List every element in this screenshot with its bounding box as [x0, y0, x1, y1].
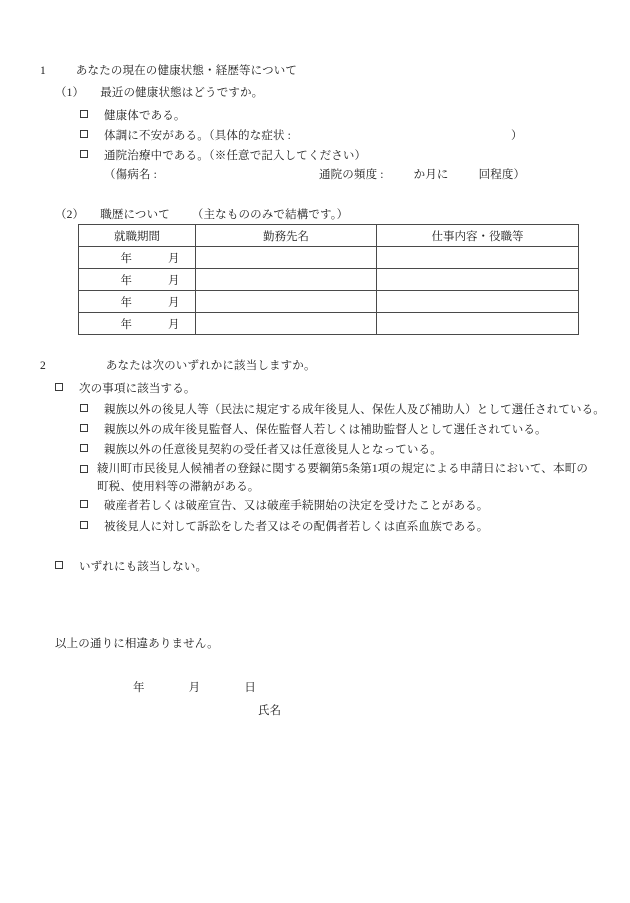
condition-checkbox-5-label: 破産者若しくは破産宣告、又は破産手続開始の決定を受けたことがある。	[104, 500, 489, 512]
employment-history-table	[78, 224, 579, 335]
condition-checkbox-4[interactable]	[80, 461, 588, 497]
health-checkbox-2[interactable]	[80, 130, 523, 143]
section-1-number: 1	[40, 65, 46, 77]
table-row	[79, 291, 579, 313]
month-label: 月	[168, 252, 180, 265]
cell-period[interactable]	[79, 269, 196, 291]
year-label: 年	[120, 318, 132, 331]
health-checkbox-3[interactable]	[80, 150, 366, 163]
cell-workplace[interactable]	[196, 291, 377, 313]
sub-1-title: 最近の健康状態はどうですか。	[100, 87, 264, 99]
condition-checkbox-6[interactable]	[80, 521, 488, 534]
health-checkbox-2-close-paren: ）	[511, 130, 523, 142]
checkbox-icon[interactable]	[80, 110, 88, 118]
health-checkbox-2-label: 体調に不安がある。（具体的な症状 :	[104, 130, 292, 142]
year-label: 年	[120, 296, 132, 309]
checkbox-icon[interactable]	[80, 424, 88, 432]
year-label: 年	[120, 252, 132, 265]
per-month-label: か月に	[413, 169, 449, 181]
signature-year-label: 年	[133, 682, 145, 694]
none-applicable-label: いずれにも該当しない。	[79, 561, 208, 573]
month-label: 月	[168, 318, 180, 331]
table-row	[79, 269, 579, 291]
declaration-text: 以上の通りに相違ありません。	[55, 638, 219, 650]
condition-checkbox-2[interactable]	[80, 424, 547, 437]
cell-workplace[interactable]	[196, 313, 377, 335]
signature-month-label: 月	[188, 682, 201, 694]
health-checkbox-1-label: 健康体である。	[104, 110, 186, 122]
header-workplace: 勤務先名	[196, 225, 377, 247]
condition-checkbox-3-label: 親族以外の任意後見契約の受任者又は任意後見人となっている。	[104, 444, 442, 456]
checkbox-icon[interactable]	[80, 500, 88, 508]
cell-period[interactable]	[79, 291, 196, 313]
section-2-heading	[40, 361, 316, 373]
sub-2-title: 職歴について	[100, 209, 170, 221]
month-label: 月	[168, 296, 180, 309]
health-checkbox-1[interactable]	[80, 110, 186, 123]
section-2-title: あなたは次のいずれかに該当しますか。	[105, 360, 316, 372]
section-2-main-checkbox[interactable]	[55, 383, 196, 396]
treatment-detail-line	[104, 170, 525, 182]
injury-name-label: （傷病名 :	[104, 169, 157, 181]
checkbox-icon[interactable]	[55, 561, 63, 569]
year-label: 年	[120, 274, 132, 287]
cell-workplace[interactable]	[196, 247, 377, 269]
condition-checkbox-6-label: 被後見人に対して訴訟をした者又はその配偶者若しくは直系血族である。	[104, 521, 489, 533]
visit-frequency-label: 通院の頻度 :	[318, 169, 384, 181]
none-applicable-checkbox[interactable]	[55, 561, 207, 574]
condition-checkbox-3[interactable]	[80, 444, 442, 457]
checkbox-icon[interactable]	[80, 404, 88, 412]
signature-date-line	[133, 683, 256, 695]
cell-workplace[interactable]	[196, 269, 377, 291]
table-row	[79, 313, 579, 335]
condition-checkbox-4-label: 綾川町市民後見人候補者の登録に関する要綱第5条第1項の規定による申請日において、本町の町税、使用料等の滞納がある。	[97, 463, 588, 493]
section-1-heading	[40, 66, 297, 78]
checkbox-icon[interactable]	[80, 150, 88, 158]
sub-2-note: （主なもののみで結構です。）	[191, 209, 349, 221]
cell-duty[interactable]	[377, 291, 579, 313]
checkbox-icon[interactable]	[80, 521, 88, 529]
table-header-row	[79, 225, 579, 247]
sub-2-number: （2）	[55, 209, 85, 221]
condition-checkbox-1-label: 親族以外の後見人等（民法に規定する成年後見人、保佐人及び補助人）として選任されている。	[104, 404, 605, 416]
cell-duty[interactable]	[377, 269, 579, 291]
section-2-number: 2	[40, 360, 46, 372]
checkbox-icon[interactable]	[80, 130, 88, 138]
times-label: 回程度）	[478, 169, 526, 181]
condition-checkbox-2-label: 親族以外の成年後見監督人、保佐監督人若しくは補助監督人として選任されている。	[104, 424, 547, 436]
section-1-sub-1-heading	[55, 88, 263, 100]
health-checkbox-3-label: 通院治療中である。（※任意で記入してください）	[104, 150, 367, 162]
header-duty: 仕事内容・役職等	[377, 225, 579, 247]
cell-period[interactable]	[79, 247, 196, 269]
sub-1-number: （1）	[55, 87, 85, 99]
cell-duty[interactable]	[377, 247, 579, 269]
signature-day-label: 日	[244, 682, 256, 694]
cell-period[interactable]	[79, 313, 196, 335]
table-row	[79, 247, 579, 269]
section-1-sub-2-heading	[55, 210, 348, 222]
month-label: 月	[168, 274, 180, 287]
header-period: 就職期間	[79, 225, 196, 247]
cell-duty[interactable]	[377, 313, 579, 335]
signature-name-label: 氏名	[258, 705, 282, 717]
condition-checkbox-1[interactable]	[80, 404, 605, 417]
section-2-main-checkbox-label: 次の事項に該当する。	[79, 383, 196, 395]
checkbox-icon[interactable]	[80, 465, 88, 473]
condition-checkbox-5[interactable]	[80, 500, 488, 513]
checkbox-icon[interactable]	[80, 444, 88, 452]
checkbox-icon[interactable]	[55, 383, 63, 391]
section-1-title: あなたの現在の健康状態・経歴等について	[75, 65, 298, 77]
